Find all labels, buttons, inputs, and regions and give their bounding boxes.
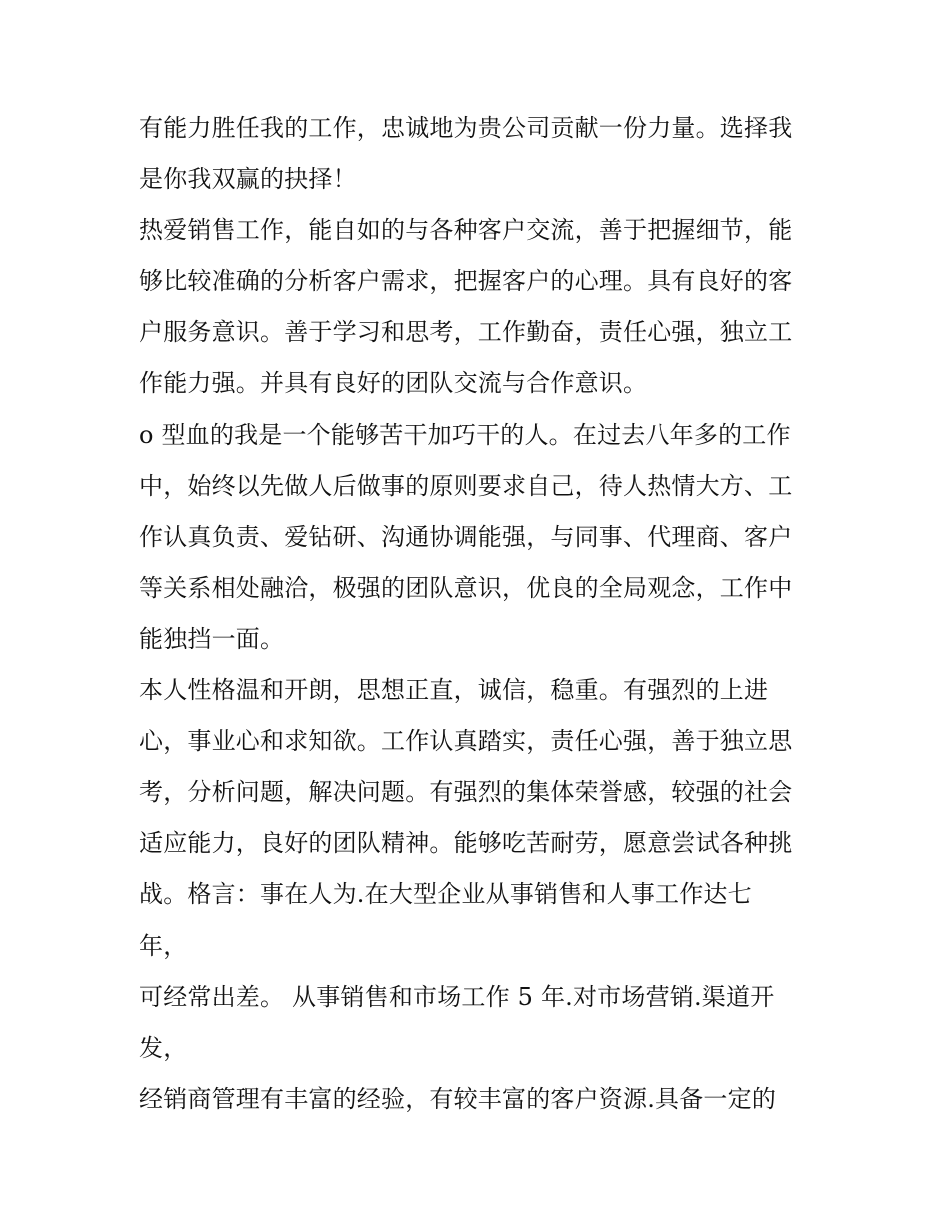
text-line-6: 作能力强。并具有良好的团队交流与合作意识。 bbox=[139, 369, 648, 398]
text-line-15: 适应能力，良好的团队精神。能够吃苦耐劳，愿意尝试各种挑 bbox=[139, 829, 793, 858]
text-line-4: 够比较准确的分析客户需求，把握客户的心理。具有良好的客 bbox=[139, 267, 793, 296]
text-line-18: 可经常出差。 从事销售和市场工作 5 年.对市场营销.渠道开 bbox=[139, 982, 775, 1011]
text-line-9: 作认真负责、爱钻研、沟通协调能强，与同事、代理商、客户 bbox=[139, 522, 793, 551]
text-line-14: 考，分析问题，解决问题。有强烈的集体荣誉感，较强的社会 bbox=[139, 778, 793, 807]
text-line-8: 中，始终以先做人后做事的原则要求自己，待人热情大方、工 bbox=[139, 471, 793, 500]
text-line-16: 战。格言：事在人为.在大型企业从事销售和人事工作达七 bbox=[139, 880, 752, 909]
text-line-7: o 型血的我是一个能够苦干加巧干的人。在过去八年多的工作 bbox=[139, 420, 791, 449]
body-text bbox=[139, 103, 829, 1125]
text-line-10: 等关系相处融洽，极强的团队意识，优良的全局观念，工作中 bbox=[139, 573, 793, 602]
text-line-19: 发， bbox=[139, 1033, 188, 1062]
text-line-17: 年， bbox=[139, 931, 188, 960]
text-line-5: 户服务意识。善于学习和思考，工作勤奋，责任心强，独立工 bbox=[139, 318, 793, 347]
text-line-13: 心，事业心和求知欲。工作认真踏实，责任心强，善于独立思 bbox=[139, 727, 793, 756]
text-line-1: 有能力胜任我的工作，忠诚地为贵公司贡献一份力量。选择我 bbox=[139, 114, 793, 142]
text-line-11: 能独挡一面。 bbox=[139, 624, 285, 653]
text-line-20: 经销商管理有丰富的经验，有较丰富的客户资源.具备一定的 bbox=[139, 1084, 777, 1113]
text-line-3: 热爱销售工作，能自如的与各种客户交流，善于把握细节，能 bbox=[139, 216, 793, 245]
text-line-12: 本人性格温和开朗，思想正直，诚信，稳重。有强烈的上进 bbox=[139, 676, 769, 705]
text-line-2: 是你我双赢的抉择！ bbox=[139, 165, 357, 194]
